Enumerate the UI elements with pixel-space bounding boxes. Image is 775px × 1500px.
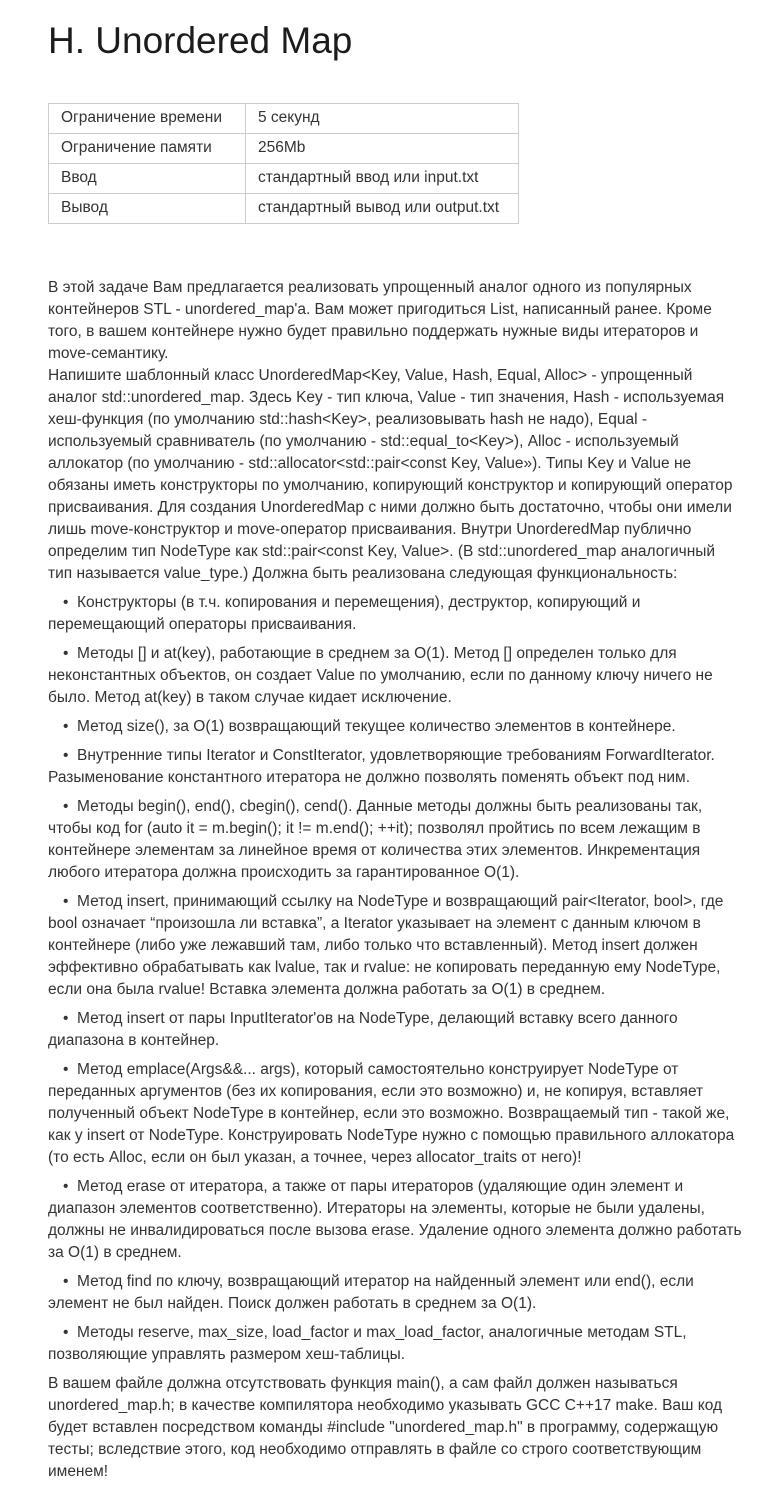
time-limit-value: 5 секунд <box>246 103 519 133</box>
table-row <box>49 133 519 163</box>
list-item <box>48 1059 743 1169</box>
list-item-text: Метод insert, принимающий ссылку на NodeType и возвращающий pair<Iterator, bool>, где bool означает “произошла ли вставка”, а Iterator указывает на элемент с данным ключом в контейнере (либо уже лежавший там, либо только что вставленный). Метод insert должен эффективно обрабатывать как lvalue, так и rvalue: не копировать переданную ему NodeType, если она была rvalue! Вставка элемента должна работать за O(1) в среднем. <box>48 892 724 998</box>
task-paragraph: Напишите шаблонный класс UnorderedMap<Key, Value, Hash, Equal, Alloc> - упрощенный аналог std::unordered_map. Здесь Key - тип ключа, Value - тип значения, Hash - используемая хеш-функция (по умолчанию std::hash<Key>, реализовывать hash не надо), Equal - используемый сравниватель (по умолчанию - std::equal_to<Key>), Alloc - используемый аллокатор (по умолчанию - std::allocator<std::pair<const Key, Value»). Типы Key и Value не обязаны иметь конструкторы по умолчанию, копирующий конструктор и копирующий оператор присваивания. Для создания UnorderedMap с ними должно быть достаточно, чтобы они имели лишь move-конструктор и move-оператор присваивания. Внутри UnorderedMap публично определим тип NodeType как std::pair<const Key, Value>. (В std::unordered_map аналогичный тип называется value_type.) Должна быть реализована следующая функциональность: <box>48 366 733 582</box>
list-item-text: Метод size(), за O(1) возвращающий текущее количество элементов в контейнере. <box>77 717 676 735</box>
output-label: Вывод <box>49 193 246 223</box>
requirements-list <box>48 592 743 1366</box>
output-value: стандартный вывод или output.txt <box>246 193 519 223</box>
table-row <box>49 163 519 193</box>
list-item <box>48 745 743 789</box>
list-item <box>48 1176 743 1264</box>
list-item-text: Внутренние типы Iterator и ConstIterator, удовлетворяющие требованиям ForwardIterator. Разыменование константного итератора не должно позволять поменять объект под ним. <box>48 746 715 786</box>
list-item-text: Метод find по ключу, возвращающий итератор на найденный элемент или end(), если элемент не был найден. Поиск должен работать в среднем за O(1). <box>48 1272 694 1312</box>
list-item-text: Метод emplace(Args&&... args), который самостоятельно конструирует NodeType от переданных аргументов (без их копирования, если это возможно) и, не копируя, вставляет полученный объект NodeType в контейнер, если это возможно. Возвращаемый тип - такой же, как у insert от NodeType. Конструировать NodeType нужно с помощью правильного аллокатора (то есть Alloc, если он был указан, а точнее, через allocator_traits от него)! <box>48 1060 735 1166</box>
table-row <box>49 103 519 133</box>
list-item-text: Метод insert от пары InputIterator'ов на NodeType, делающий вставку всего данного диапазона в контейнер. <box>48 1009 678 1049</box>
list-item <box>48 716 743 738</box>
table-row <box>49 193 519 223</box>
list-item <box>48 643 743 709</box>
bullet-icon: • <box>63 1060 69 1078</box>
statement-body <box>48 277 743 1483</box>
list-item-text: Метод erase от итератора, а также от пары итераторов (удаляющие один элемент и диапазон элементов соответственно). Итераторы на элементы, которые не были удалены, должны не инвалидироваться после вызова erase. Удаление одного элемента должно работать за O(1) в среднем. <box>48 1177 742 1261</box>
bullet-icon: • <box>63 746 69 764</box>
list-item-text: Методы reserve, max_size, load_factor и max_load_factor, аналогичные методам STL, позволяющие управлять размером хеш-таблицы. <box>48 1323 687 1363</box>
list-item <box>48 796 743 884</box>
bullet-icon: • <box>63 892 69 910</box>
bullet-icon: • <box>63 1009 69 1027</box>
list-item-text: Конструкторы (в т.ч. копирования и перемещения), деструктор, копирующий и перемещающий операторы присваивания. <box>48 593 641 633</box>
submission-note-paragraph: В вашем файле должна отсутствовать функция main(), а сам файл должен называться unordered_map.h; в качестве компилятора необходимо указывать GCC C++17 make. Ваш код будет вставлен посредством команды #include "unordered_map.h" в программу, содержащую тесты; вследствие этого, код необходимо отправлять в файле со строго соответствующим именем! <box>48 1374 723 1480</box>
list-item <box>48 1322 743 1366</box>
intro-paragraph: В этой задаче Вам предлагается реализовать упрощенный аналог одного из популярных контейнеров STL - unordered_map'а. Вам может пригодиться List, написанный ранее. Кроме того, в вашем контейнере нужно будет правильно поддержать нужные виды итераторов и move-семантику. <box>48 278 712 362</box>
list-item <box>48 1008 743 1052</box>
list-item <box>48 1271 743 1315</box>
input-value: стандартный ввод или input.txt <box>246 163 519 193</box>
bullet-icon: • <box>63 1177 69 1195</box>
limits-table <box>48 103 519 224</box>
list-item-text: Методы [] и at(key), работающие в среднем за O(1). Метод [] определен только для неконстантных объектов, он создает Value по умолчанию, если по данному ключу ничего не было. Метод at(key) в таком случае кидает исключение. <box>48 644 713 706</box>
list-item <box>48 891 743 1001</box>
memory-limit-value: 256Mb <box>246 133 519 163</box>
input-label: Ввод <box>49 163 246 193</box>
list-item <box>48 592 743 636</box>
memory-limit-label: Ограничение памяти <box>49 133 246 163</box>
bullet-icon: • <box>63 797 69 815</box>
bullet-icon: • <box>63 644 69 662</box>
bullet-icon: • <box>63 1272 69 1290</box>
bullet-icon: • <box>63 593 69 611</box>
bullet-icon: • <box>63 717 69 735</box>
page-title: H. Unordered Map <box>48 20 353 61</box>
list-item-text: Методы begin(), end(), cbegin(), cend(). Данные методы должны быть реализованы так, чтобы код for (auto it = m.begin(); it != m.end(); ++it); позволял пройтись по всем лежащим в контейнере элементам за линейное время от количества этих элементов. Инкрементация любого итератора должна происходить за гарантированное O(1). <box>48 797 703 881</box>
bullet-icon: • <box>63 1323 69 1341</box>
time-limit-label: Ограничение времени <box>49 103 246 133</box>
